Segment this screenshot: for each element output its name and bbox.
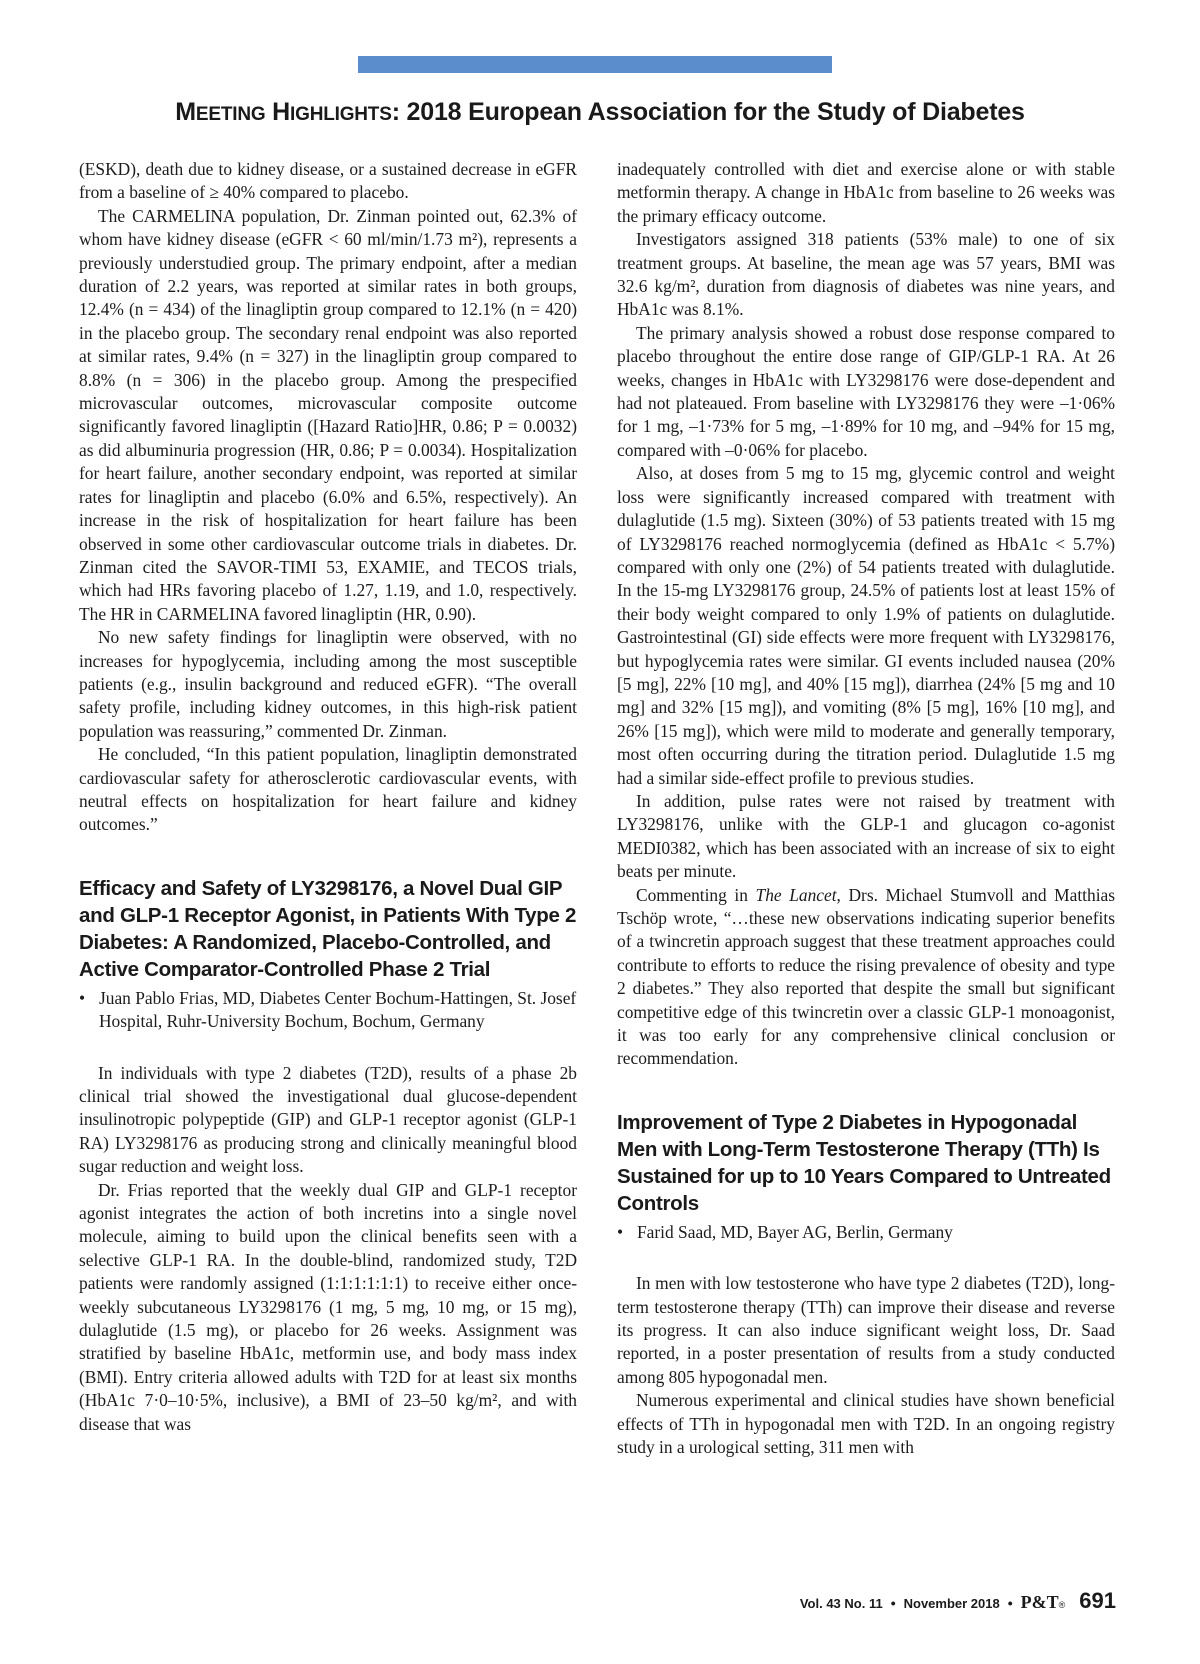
author-line-frias: • Juan Pablo Frias, MD, Diabetes Center Bochum-Hattingen, St. Josef Hospital, Ruhr-University Bochum, Bochum, Germany	[79, 987, 577, 1032]
right-paragraph-1: inadequately controlled with diet and exercise alone or with stable metformin therapy. A change in HbA1c from baseline to 26 weeks was the primary efficacy outcome.	[617, 159, 1115, 226]
left-paragraph-2: The CARMELINA population, Dr. Zinman pointed out, 62.3% of whom have kidney disease (eGFR < 60 ml/min/1.73 m²), represents a previously understudied group. The primary endpoint, after a median duration of 2.2 years, was reported at similar rates in both groups, 12.4% (n = 434) of the linagliptin group compared to 12.1% (n = 420) in the placebo group. The secondary renal endpoint was also reported at similar rates, 9.4% (n = 327) in the linagliptin group compared to 8.8% (n = 306) in the placebo group. Among the prespecified microvascular outcomes, microvascular composite outcome significantly favored linagliptin ([Hazard Ratio]HR, 0.86; P = 0.0032) as did albuminuria progression (HR, 0.86; P = 0.0034). Hospitalization for heart failure, another secondary endpoint, was reported at similar rates for linagliptin and placebo (6.0% and 6.5%, respectively). An increase in the risk of hospitalization for heart failure has been observed in some other cardiovascular outcome trials in diabetes. Dr. Zinman cited the SAVOR-TIMI 53, EXAMIE, and TECOS trials, which had HRs favoring placebo of 1.27, 1.19, and 1.0, respectively. The HR in CARMELINA favored linagliptin (HR, 0.90).	[79, 205, 577, 624]
left-paragraph-4: He concluded, “In this patient population, linagliptin demonstrated cardiovascular safety for atherosclerotic cardiovascular events, with neutral effects on hospitalization for heart failure and kidney outcomes.”	[79, 744, 577, 835]
page-number: 691	[1079, 1588, 1116, 1613]
right-paragraph-7: In men with low testosterone who have type 2 diabetes (T2D), long-term testosterone therapy (TTh) can improve their disease and reverse its progress. It can also induce significant weight loss, Dr. Saad reported, in a poster presentation of results from a study conducted among 805 hypogonadal men.	[617, 1273, 1115, 1387]
right-paragraph-5: In addition, pulse rates were not raised by treatment with LY3298176, unlike with the GLP-1 and glucagon co-agonist MEDI0382, which has been associated with an increase of six to eight beats per minute.	[617, 790, 1115, 882]
left-paragraph-1: (ESKD), death due to kidney disease, or a sustained decrease in eGFR from a baseline of ≥ 40% compared to placebo.	[79, 159, 577, 203]
page-header-title: MEETING HIGHLIGHTS: 2018 European Association for the Study of Diabetes	[175, 98, 1025, 126]
section-heading-testosterone: Improvement of Type 2 Diabetes in Hypogonadal Men with Long-Term Testosterone Therapy (TTh) Is Sustained for up to 10 Years Compared to Untreated Controls	[617, 1110, 1111, 1215]
footer-date: November 2018	[903, 1596, 1000, 1611]
author-line-saad: • Farid Saad, MD, Bayer AG, Berlin, Germany	[617, 1221, 1115, 1244]
bullet-mark: •	[79, 987, 86, 1008]
left-column	[79, 158, 577, 1436]
left-paragraph-6: Dr. Frias reported that the weekly dual GIP and GLP-1 receptor agonist integrates the action of both incretins into a single novel molecule, aiming to build upon the clinical benefits seen with a selective GLP-1 RA. In the double-blind, randomized study, T2D patients were randomly assigned (1:1:1:1:1:1) to receive either once-weekly subcutaneous LY3298176 (1 mg, 5 mg, 10 mg, or 15 mg), dulaglutide (1.5 mg), or placebo for 26 weeks. Assignment was stratified by baseline HbA1c, metformin use, and body mass index (BMI). Entry criteria allowed adults with T2D for at least six months (HbA1c 7·0–10·5%, inclusive), a BMI of 23–50 kg/m², and with disease that was	[79, 1179, 577, 1434]
footer-journal: P&T®	[1020, 1592, 1066, 1612]
top-accent-bar	[358, 56, 832, 73]
page-footer	[800, 1588, 1116, 1614]
journal-name-lancet: The Lancet	[755, 884, 837, 905]
section-heading-ly3298176: Efficacy and Safety of LY3298176, a Novel Dual GIP and GLP-1 Receptor Agonist, in Patients With Type 2 Diabetes: A Randomized, Placebo-Controlled, and Active Comparator-Controlled Phase 2 Trial	[79, 876, 577, 981]
left-paragraph-3: No new safety findings for linagliptin were observed, with no increases for hypoglycemia, including among the most susceptible patients (e.g., insulin background and reduced eGFR). “The overall safety profile, including kidney outcomes, in this high-risk patient population was reassuring,” commented Dr. Zinman.	[79, 627, 577, 741]
right-column	[617, 158, 1115, 1460]
footer-volume: Vol. 43 No. 11	[799, 1596, 883, 1611]
right-paragraph-3: The primary analysis showed a robust dose response compared to placebo throughout the entire dose range of GIP/GLP-1 RA. At 26 weeks, changes in HbA1c with LY3298176 were dose-dependent and had not plateaued. From baseline with LY3298176 they were –1·06% for 1 mg, –1·73% for 5 mg, –1·89% for 10 mg, and –94% for 15 mg, compared with –0·06% for placebo.	[617, 322, 1115, 460]
right-paragraph-4: Also, at doses from 5 mg to 15 mg, glycemic control and weight loss were significantly increased compared with treatment with dulaglutide (1.5 mg). Sixteen (30%) of 53 patients treated with 15 mg of LY3298176 reached normoglycemia (defined as HbA1c < 5.7%) compared with only one (2%) of 54 patients treated with dulaglutide. In the 15-mg LY3298176 group, 24.5% of patients lost at least 15% of their body weight compared to only 1.9% of patients on dulaglutide. Gastrointestinal (GI) side effects were more frequent with LY3298176, but hypoglycemia rates were similar. GI events included nausea (20% [5 mg], 22% [10 mg], and 40% [15 mg]), diarrhea (24% [5 mg and 10 mg] and 32% [15 mg]), and vomiting (8% [5 mg], 16% [10 mg], and 26% [15 mg]), which were mild to moderate and generally temporary, most often occurring during the titration period. Dulaglutide 1.5 mg had a similar side-effect profile to previous studies.	[617, 463, 1115, 788]
left-paragraph-5: In individuals with type 2 diabetes (T2D), results of a phase 2b clinical trial showed the investigational dual glucose-dependent insulinotropic polypeptide (GIP) and GLP-1 receptor agonist (GLP-1 RA) LY3298176 as producing strong and clinically meaningful blood sugar reduction and weight loss.	[79, 1062, 577, 1177]
footer-separator-2: •	[1007, 1595, 1013, 1611]
right-paragraph-2: Investigators assigned 318 patients (53% male) to one of six treatment groups. At baseline, the mean age was 57 years, BMI was 32.6 kg/m², duration from diagnosis of diabetes was nine years, and HbA1c was 8.1%.	[617, 229, 1115, 320]
right-paragraph-6: Commenting in The Lancet, Drs. Michael Stumvoll and Matthias Tschöp wrote, “…these new observations indicating superior benefits of a twincretin approach suggest that these treatment approaches could contribute to efforts to reduce the rising prevalence of obesity and type 2 diabetes.” They also reported that despite the small but significant competitive edge of this twincretin over a classic GLP-1 monoagonist, it was too early for any comprehensive clinical conclusion or recommendation.	[617, 884, 1116, 1069]
bullet-mark: •	[617, 1221, 624, 1242]
footer-separator: •	[890, 1595, 896, 1611]
right-paragraph-8: Numerous experimental and clinical studies have shown beneficial effects of TTh in hypogonadal men with T2D. In an ongoing registry study in a urological setting, 311 men with	[617, 1390, 1115, 1458]
